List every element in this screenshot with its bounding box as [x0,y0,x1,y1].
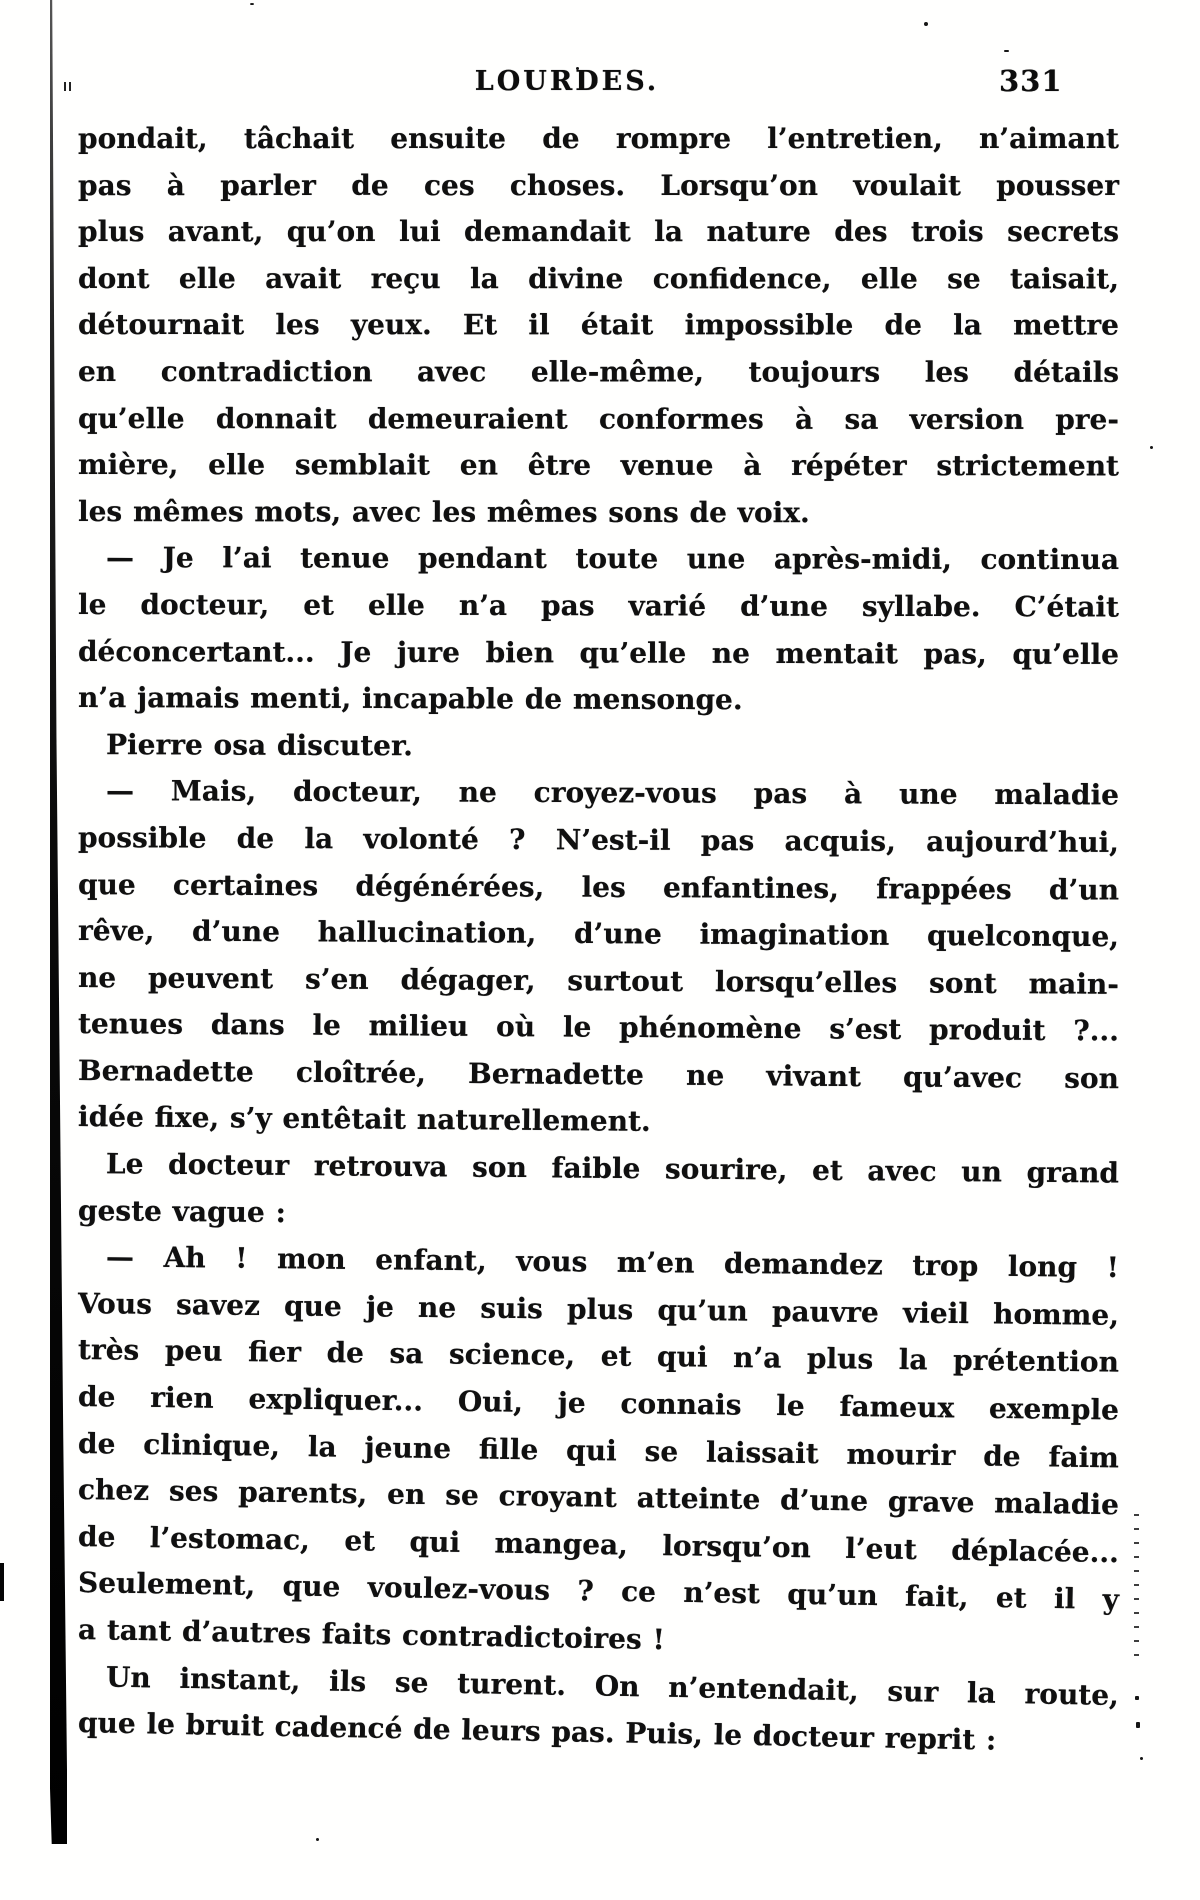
text-line: idée fixe, s’y entêtait naturellement. [77,1100,651,1139]
scan-speck [924,22,928,26]
scan-speck [1136,1722,1140,1728]
scan-speck [250,3,254,5]
text-line: très peu fier de sa science, et qui n’a plus la prétention [77,1333,1120,1380]
text-line: de clinique, la jeune fille qui se laissait mourir de faim [77,1426,1120,1474]
text-line: déconcertant... Je jure bien qu’elle ne mentait pas, qu’elle [77,634,1120,671]
text-line: pas à parler de ces choses. Lorsqu’on voulait pousser [77,168,1120,202]
text-line: de rien expliquer... Oui, je connais le fameux exemple [77,1380,1120,1427]
text-line: Un instant, ils se turent. On n’entendait, sur la route, [105,1660,1120,1712]
text-line: rêve, d’une hallucination, d’une imagination quelconque, [77,914,1120,954]
text-line: Vous savez que je ne suis plus qu’un pauvre vieil homme, [77,1286,1120,1332]
text-line: qu’elle donnait demeuraient conformes à sa version pre- [77,401,1120,436]
page-number: 331 [999,64,1063,98]
text-line: ne peuvent s’en dégager, surtout lorsqu’elles sont main- [77,960,1120,1001]
scan-speck [1150,446,1153,449]
scan-dotted-marks [1134,1514,1139,1664]
page-text [77,116,1120,1757]
text-line: geste vague : [77,1193,287,1229]
text-line: chez ses parents, en se croyant atteinte d’une grave maladie [77,1473,1120,1522]
scan-speck [1140,1757,1143,1760]
text-line: a tant d’autres faits contradictoires ! [77,1613,666,1657]
scan-edge-tick [0,1563,4,1601]
text-line: en contradiction avec elle-même, toujours les détails [77,354,1120,389]
scan-speck [1135,1696,1139,1700]
scan-gutter-line [50,0,67,1844]
scan-speck [1004,50,1009,52]
text-line: que le bruit cadencé de leurs pas. Puis, le docteur reprit : [77,1706,997,1757]
text-line: possible de la volonté ? N’est-il pas acquis, aujourd’hui, [77,820,1120,859]
text-line: pondait, tâchait ensuite de rompre l’entretien, n’aimant [78,122,1119,155]
text-line: de l’estomac, et qui mangea, lorsqu’on l’eut déplacée... [77,1519,1120,1569]
text-line: — Je l’ai tenue pendant toute une après-midi, continua [105,541,1120,577]
text-line: Pierre osa discuter. [105,727,414,762]
text-line: tenues dans le milieu où le phénomène s’est produit ?... [77,1007,1120,1048]
text-line: que certaines dégénérées, les enfantines, frappées d’un [77,867,1120,907]
text-line: n’a jamais menti, incapable de mensonge. [77,681,743,717]
text-line: Bernadette cloîtrée, Bernadette ne vivant qu’avec son [77,1053,1120,1095]
text-line: mière, elle semblait en être venue à répéter strictement [77,448,1120,483]
text-line: plus avant, qu’on lui demandait la nature des trois secrets [77,215,1120,249]
scan-speck [316,1838,319,1841]
text-line: le docteur, et elle n’a pas varié d’une syllabe. C’était [77,587,1120,624]
text-line: Le docteur retrouva son faible sourire, et avec un grand [105,1147,1120,1190]
text-line: les mêmes mots, avec les mêmes sons de voix. [77,494,810,529]
text-line: — Mais, docteur, ne croyez-vous pas à une maladie [105,774,1120,812]
text-line: — Ah ! mon enfant, vous m’en demandez trop long ! [105,1240,1120,1285]
page-title: LOURDES. [474,66,660,97]
text-line: dont elle avait reçu la divine confidence, elle se taisait, [77,261,1120,296]
text-line: Seulement, que voulez-vous ? ce n’est qu’un fait, et il y [77,1566,1120,1617]
text-line: détournait les yeux. Et il était impossible de la mettre [77,308,1120,342]
